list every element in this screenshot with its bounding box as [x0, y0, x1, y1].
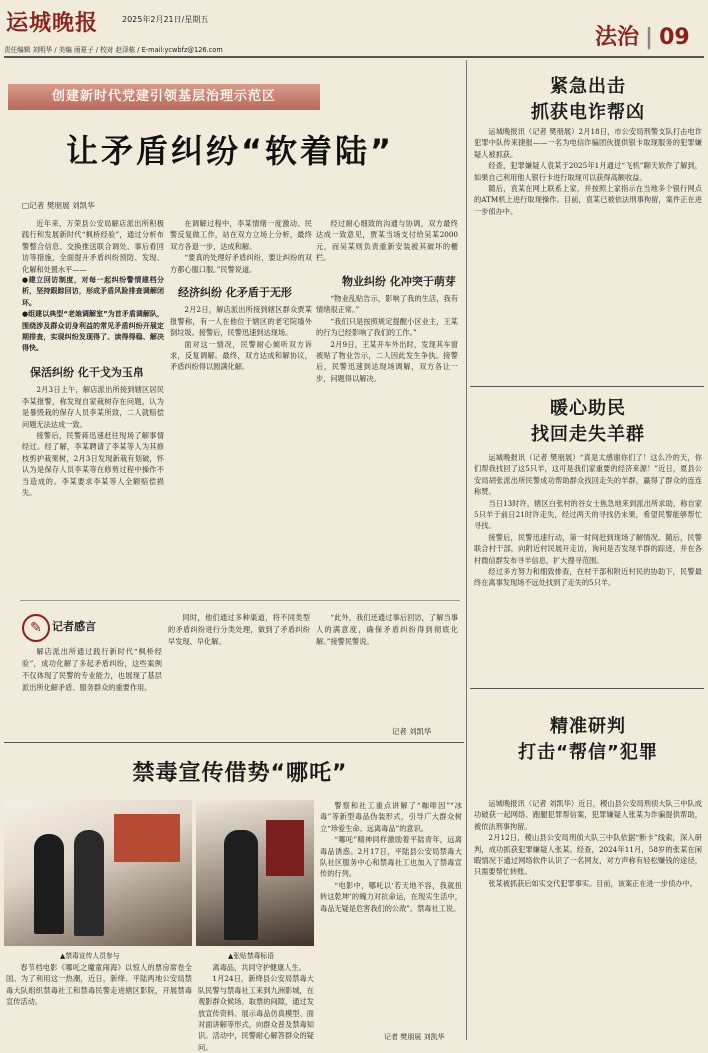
subhead-1: 保活纠纷 化干戈为玉帛 [30, 365, 144, 379]
antidrug-photo-1 [4, 800, 192, 946]
section-label: 法治 | 09 [595, 25, 690, 50]
main-column-1: 近年来，万荣县公安局解店派出所积极践行和发展新时代“枫桥经验”，通过分析布警整合信息、交换推送联合调处、事后看回访等措施，全面提升矛盾纠纷预防、发现、化解和处置水平—— ●建立回访制度，对每一起纠纷警情建档分析，坚持跟踪回访，形成矛盾风险排查调解闭环。 ●组建以典型“老娘调解室”为首矛盾调解队，围绕涉及群众切身利益的常见矛盾纠纷开展定期排查，实现纠纷发现得了、读得得稳、解决得快。 保活纠纷 化干戈为玉帛 2月3日上午，解店派出所接到辖区居民李某报警，称发现自家栽树存在问题，认为是暴毁栽的保存人员李某所致，二人就赔偿问题无法达成一致。 接警后，民警蒋迅速赶往现场了解事情经过。经了解，李某聘请了李某等人为其修枝剪护栽果树，2月3日发现新栽有划破，怀认为是保存人员李某等在修剪过程中操作不当造成的。李某要求李某等人全额赔偿损失。 [22, 219, 164, 497]
banner: 创建新时代党建引领基层治理示范区 [8, 84, 320, 110]
person-figure [224, 830, 258, 940]
memo-label: ✎ 记者感言 [22, 612, 102, 642]
right3-title-2: 打击“帮信”犯罪 [518, 742, 658, 763]
right1-title-1: 紧急出击 [550, 76, 626, 97]
right1-body: 运城晚报讯（记者 樊朋展）2月18日，市公安局刑警支队打击电诈犯罪中队传来捷报——一名为电信诈骗团伙提供银卡取现服务的犯罪嫌疑人被抓获。 经查，犯罪嫌疑人袁某于2025年1月通过“飞机”聊天软件了解到，如果自己利用他人银行卡进行取现可以获得高额收益。 随后，袁某在网上联系上家，并按照上家指示在当地多个银行网点的ATM机上进行取现操作。目前，袁某已被依法刑事拘留，案件正在进一步侦办中。 [474, 127, 702, 216]
antidrug-title: 禁毒宣传借势“哪吒” [132, 761, 348, 786]
memo-column-3: “此外，我们还通过事后回访，了解当事人的满意度，确保矛盾纠纷得到彻底化解。”接警民警说。 [316, 613, 458, 646]
memo-column-1: 解店派出所通过践行新时代“枫桥经验”，成功化解了多起矛盾纠纷，这些案例不仅体现了民警的专业能力，也展现了基层派出所化解矛盾、服务群众的重要作用。 [22, 647, 162, 692]
page-number: 09 [659, 25, 690, 50]
page-title: 让矛盾纠纷“软着陆” [65, 132, 395, 170]
pen-icon: ✎ [22, 614, 50, 642]
person-figure [74, 830, 104, 936]
masthead-editors: 责任编辑 刘明华 / 美编 雨夏子 / 校对 赵泽栋 / E-mail:ycwbfz@126.com [4, 46, 223, 54]
caption-1: ▲禁毒宣传人员参与 [60, 952, 120, 960]
caption-2: ▲张贴禁毒标语 [228, 952, 275, 960]
right2-title-2: 找回走失羊群 [531, 424, 645, 445]
memo-signature: 记者 刘凯华 [392, 727, 432, 736]
antidrug-column-2: 离毒品，共同守护健康人生。 1月24日，新绛县公安局禁毒大队民警与禁毒社工来到九洲影城，在观影群众候场、取票的间隙，通过发放宣传资料、展示毒品仿真模型、面对面讲解等形式，向群众普及禁毒知识。活动中，民警耐心解答群众的疑问。 [198, 963, 314, 1052]
masthead-logo: 运城晚报 [6, 11, 99, 36]
masthead-date: 2025年2月21日/星期五 [122, 15, 209, 24]
antidrug-column-1: 春节档电影《哪吒之魔童闹海》以惊人的票房席卷全国。为了利用这一热潮，近日，新绛、平陆两地公安局禁毒大队组织禁毒社工和禁毒民警走进辖区影院，开展禁毒宣传活动。 [6, 963, 192, 1007]
byline: □记者 樊朋展 刘凯华 [22, 201, 95, 210]
right3-body: 运城晚报讯（记者 刘凯华）近日，稷山县公安局刑侦大队三中队成功破获一起网络、跑腿犯罪帮信案，犯罪嫌疑人张某为诈骗提供帮助，被依法刑事拘留。 2月12日，稷山县公安局刑侦大队三中队依据“断卡”线索，深入研判，成功抓获犯罪嫌疑人张某。经查，2024年11月，58岁的张某在闲暇情况下通过网络软件认识了一名网友，对方声称有轻松赚钱的途径，只需要帮忙转账。 张某被抓获后如实交代犯罪事实。目前，该案正在进一步侦办中。 [474, 799, 702, 888]
antidrug-signature: 记者 樊朋展 刘凯华 [384, 1033, 445, 1041]
main-column-3: 经过耐心细致的沟通与协调，双方最终达成一致意见，贾某当场支付给吴某2000元，而吴某则负责重新安装被其破坏的栅栏。 物业纠纷 化冲突于萌芽 “物业乱贴告示，影响了我的生活，我有情绪很正常。” “我们只是按照规定提醒小区业主，王某的行为已经影响了我们的工作。” 2月9日，王某开车外出时，发现其车窗被贴了物业告示，二人因此发生争执。接警后，民警迅速到达现场调解，双方各让一步，问题得以解决。 [316, 219, 458, 383]
poster [266, 820, 304, 876]
main-column-2: 在调解过程中，李某情绪一度激动。民警反复做工作，站在双方立场上分析，最终双方各退一步，达成和解。 “要真的处理好矛盾纠纷，要让纠纷的双方都心服口服。”民警说道。 经济纠纷 化矛盾于无形 2月2日，解店派出所接到辖区群众贾某报警称，有一人在他位于辖区的老宅院墙外倒垃圾。接警后，民警迅速到达现场。 面对这一情况，民警耐心倾听双方诉求，反复调解。最终，双方达成和解协议，矛盾纠纷得以圆满化解。 [170, 219, 312, 372]
memo-column-2: 同时，他们通过多种渠道，将不同类型的矛盾纠纷进行分类处理，做到了矛盾纠纷早发现、早化解。 [168, 613, 310, 646]
right2-body: 运城晚报讯（记者 樊朋展）“真是太感谢你们了！这么冷的天，你们帮我找回了这5只羊，这可是我们家重要的经济来源！”近日，夏县公安局胡张派出所民警成功帮助群众找回走失的羊群，赢得了群众的连连称赞。 当日13时许，辖区白张村的谷女士焦急地来到派出所求助，称自家5只羊于前日21时许走失，经过两天的寻找仍未果，希望民警能够帮忙寻找。 接警后，民警迅速行动，第一时间赶到现场了解情况。随后，民警联合村干部，向附近村民展开走访，询问是否发现羊群的踪迹，并在各村微信群发布寻羊信息，扩大搜寻范围。 经过多方努力和细致排查，在村干部和附近村民的协助下，民警最终在离事发现场不远处找到了走失的5只羊。 [474, 453, 702, 588]
antidrug-column-3: 警察和社工重点讲解了“咖啡因”“冰毒”等新型毒品伪装形式，引导广大群众树立“珍爱生命、远离毒品”的意识。 “哪吒”精神同样激励着平陆青年，远离毒品诱惑。2月17日，平陆县公安局禁毒大队社区服务中心和禁毒社工也加入了禁毒宣传的行列。 “电影中，哪吒以‘若天地不容，我就扭转这乾坤’的魄力对抗命运，在现实生活中，毒品无疑是危害我们的公敌”。禁毒社工说。 [320, 801, 462, 913]
right2-title-1: 暖心助民 [550, 398, 626, 419]
subhead-2: 经济纠纷 化矛盾于无形 [178, 286, 292, 300]
right1-title-2: 抓获电诈帮凶 [531, 102, 645, 123]
bullet-2: ●组建以典型“老娘调解室”为首矛盾调解队，围绕涉及群众切身利益的常见矛盾纠纷开展定期排查，实现纠纷发现得了、读得得稳、解决得快。 [22, 310, 164, 353]
right3-title-1: 精准研判 [550, 716, 626, 737]
photo-icon [114, 814, 180, 862]
bullet-1: ●建立回访制度，对每一起纠纷警情建档分析，坚持跟踪回访，形成矛盾风险排查调解闭环。 [22, 276, 164, 307]
person-figure [34, 834, 64, 934]
subhead-3: 物业纠纷 化冲突于萌芽 [342, 274, 456, 288]
antidrug-photo-2 [196, 800, 314, 946]
